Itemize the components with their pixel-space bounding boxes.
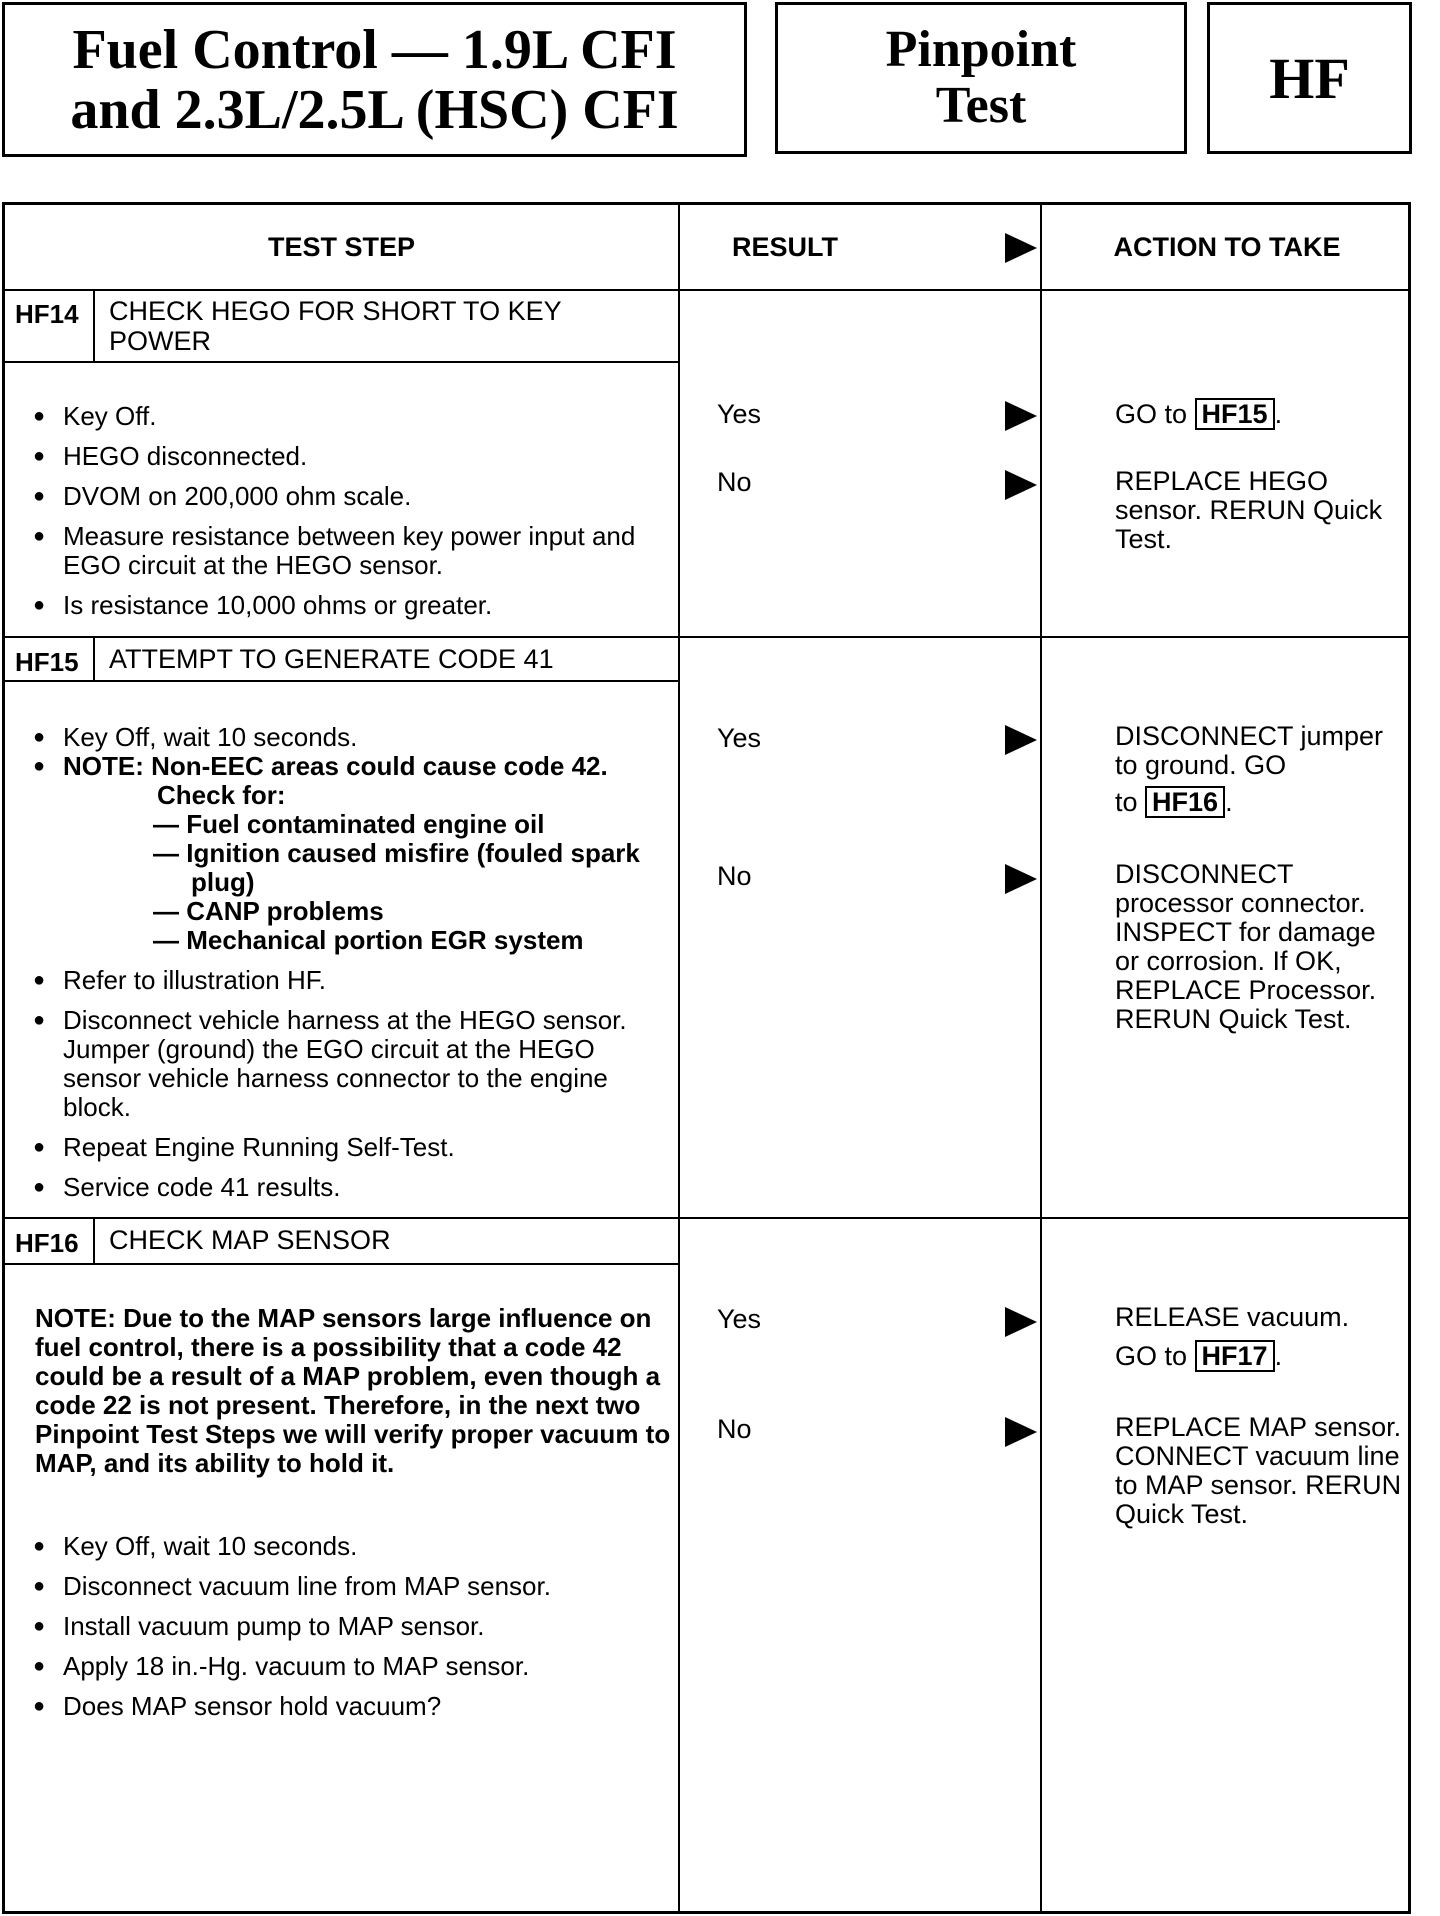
action-goto bbox=[1115, 722, 1405, 818]
result-no: No bbox=[717, 1414, 752, 1444]
step-instructions bbox=[30, 402, 680, 631]
result-yes: Yes bbox=[717, 399, 762, 429]
step-ref-hf17: HF17 bbox=[1195, 1340, 1275, 1372]
list-item: ● Key Off. bbox=[30, 402, 680, 431]
result-yes: Yes bbox=[717, 723, 762, 753]
note-item: — CANP problems bbox=[153, 896, 384, 926]
result-arrow-icon bbox=[1005, 725, 1037, 755]
result-arrow-icon bbox=[1005, 1417, 1037, 1447]
step-id: HF14 bbox=[15, 299, 79, 329]
list-item: ● Install vacuum pump to MAP sensor. bbox=[30, 1612, 680, 1641]
step-ref-hf16: HF16 bbox=[1145, 786, 1225, 818]
action-punct: . bbox=[1274, 1341, 1283, 1371]
test-type-box bbox=[775, 2, 1187, 154]
result-yes: Yes bbox=[717, 1304, 762, 1334]
step-ref-hf15: HF15 bbox=[1195, 398, 1275, 430]
column-header-result: RESULT bbox=[732, 232, 838, 262]
result-arrow-icon bbox=[1005, 401, 1037, 431]
list-item: ● Disconnect vehicle harness at the HEGO sensor. Jumper (ground) the EGO circuit at the HEGO sensor vehicle harness connector to the engine block. bbox=[30, 1006, 680, 1122]
list-item: ● Is resistance 10,000 ohms or greater. bbox=[30, 591, 680, 620]
step-id-divider bbox=[93, 291, 95, 361]
step-id: HF15 bbox=[15, 647, 79, 677]
step-instructions bbox=[30, 723, 680, 1213]
list-item: ● Apply 18 in.-Hg. vacuum to MAP sensor. bbox=[30, 1652, 680, 1681]
note-label: NOTE: Non-EEC areas could cause code 42. bbox=[63, 751, 608, 781]
page-title bbox=[2, 2, 747, 157]
list-item: ● Refer to illustration HF. bbox=[30, 966, 680, 995]
step-title-divider bbox=[5, 680, 678, 682]
step-title-line-1: CHECK HEGO FOR SHORT TO KEY bbox=[109, 296, 562, 326]
step-title: ATTEMPT TO GENERATE CODE 41 bbox=[109, 644, 554, 674]
action-text: to bbox=[1115, 787, 1138, 817]
list-item: ● Key Off, wait 10 seconds. bbox=[30, 1532, 680, 1561]
result-arrow-icon bbox=[1005, 864, 1037, 894]
list-item: ● HEGO disconnected. bbox=[30, 442, 680, 471]
step-title-divider bbox=[5, 1263, 678, 1265]
list-item: ● Service code 41 results. bbox=[30, 1173, 680, 1202]
action-punct: . bbox=[1274, 399, 1283, 429]
result-arrow-icon bbox=[1005, 1307, 1037, 1337]
action-text: REPLACE MAP sensor. CONNECT vacuum line to MAP sensor. RERUN Quick Test. bbox=[1115, 1412, 1402, 1529]
column-header-action: ACTION TO TAKE bbox=[1113, 232, 1341, 262]
step-instructions bbox=[30, 1532, 680, 1732]
action-goto-line bbox=[1115, 786, 1405, 818]
test-type-line-1: Pinpoint bbox=[885, 21, 1077, 78]
step-divider bbox=[5, 1217, 1408, 1219]
step-title-divider bbox=[5, 361, 678, 363]
action-text: DISCONNECT jumper to ground. GO bbox=[1115, 721, 1384, 780]
step-id: HF16 bbox=[15, 1228, 79, 1258]
result-no: No bbox=[717, 861, 752, 891]
note-check: Check for: bbox=[157, 780, 286, 810]
note-item bbox=[30, 752, 680, 955]
list-item: ● Measure resistance between key power input and EGO circuit at the HEGO sensor. bbox=[30, 522, 680, 580]
action-text: DISCONNECT processor connector. INSPECT for damage or corrosion. If OK, REPLACE Processor. RERUN Quick Test. bbox=[1115, 859, 1377, 1034]
test-type-line-2: Test bbox=[935, 77, 1027, 134]
list-item: ● DVOM on 200,000 ohm scale. bbox=[30, 482, 680, 511]
action-text: GO to bbox=[1115, 399, 1188, 429]
column-header-test-step: TEST STEP bbox=[267, 232, 416, 262]
test-code: HF bbox=[1269, 45, 1350, 111]
result-no: No bbox=[717, 467, 752, 497]
pinpoint-test-table bbox=[2, 202, 1411, 1914]
list-item: ● Does MAP sensor hold vacuum? bbox=[30, 1692, 680, 1721]
action-goto-line bbox=[1115, 1340, 1405, 1372]
action-goto bbox=[1115, 1303, 1405, 1372]
list-item: ● Key Off, wait 10 seconds. bbox=[30, 723, 680, 752]
header-divider bbox=[5, 289, 1408, 291]
list-item: ● Repeat Engine Running Self-Test. bbox=[30, 1133, 680, 1162]
action-punct: . bbox=[1225, 787, 1233, 817]
column-divider-2 bbox=[1040, 205, 1042, 1911]
step-id-divider bbox=[93, 638, 95, 680]
note-item: — Mechanical portion EGR system bbox=[153, 925, 584, 955]
title-line-1: Fuel Control — 1.9L CFI bbox=[72, 18, 677, 81]
note-item: — Ignition caused misfire (fouled spark plug) bbox=[153, 838, 640, 897]
action-goto bbox=[1115, 398, 1405, 430]
result-arrow-icon bbox=[1005, 233, 1037, 263]
note-item: — Fuel contaminated engine oil bbox=[153, 809, 545, 839]
step-title-line-2: POWER bbox=[109, 326, 212, 356]
step-id-divider bbox=[93, 1219, 95, 1263]
step-note: NOTE: Due to the MAP sensors large influence on fuel control, there is a possibility that a code 42 could be a result of a MAP problem, even though a code 22 is not present. Therefore, in the next two Pinpoint Test Steps we will verify proper vacuum to MAP, and its ability to hold it. bbox=[35, 1303, 671, 1478]
list-item: ● Disconnect vacuum line from MAP sensor. bbox=[30, 1572, 680, 1601]
title-line-2: and 2.3L/2.5L (HSC) CFI bbox=[70, 78, 679, 141]
action-text: REPLACE HEGO sensor. RERUN Quick Test. bbox=[1115, 466, 1383, 554]
result-arrow-icon bbox=[1005, 470, 1037, 500]
step-title bbox=[109, 296, 562, 356]
test-code-box bbox=[1207, 2, 1412, 154]
step-title: CHECK MAP SENSOR bbox=[109, 1225, 391, 1255]
step-divider bbox=[5, 636, 1408, 638]
action-text: RELEASE vacuum. bbox=[1115, 1302, 1350, 1332]
action-text: GO to bbox=[1115, 1341, 1188, 1371]
